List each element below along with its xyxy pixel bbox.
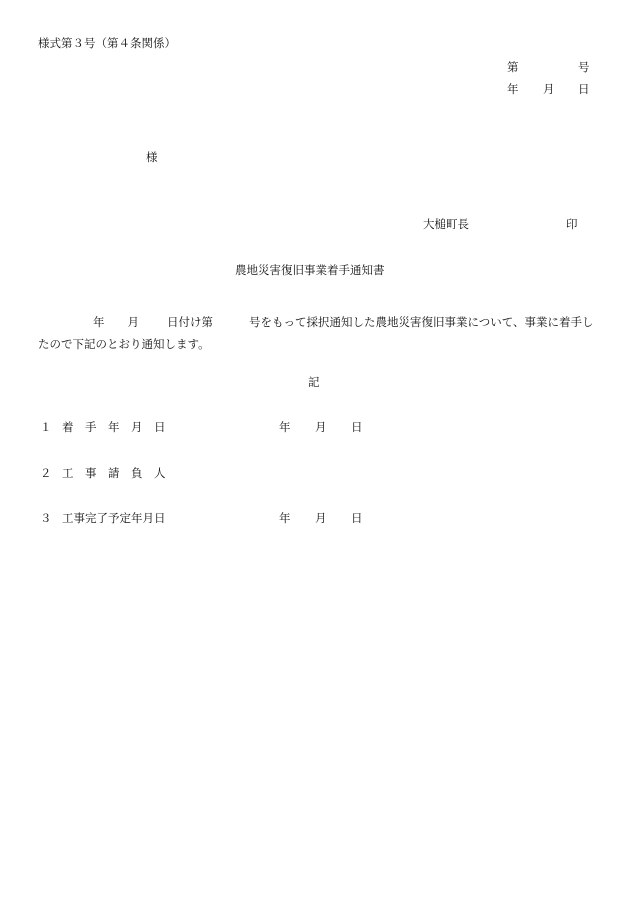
body-year: 年 <box>93 315 105 329</box>
item-1-month: 月 <box>315 420 327 434</box>
item-3-year: 年 <box>279 511 291 525</box>
doc-date-month: 月 <box>543 82 555 96</box>
item-1-day: 日 <box>351 420 363 434</box>
body-month: 月 <box>127 315 139 329</box>
item-1-year: 年 <box>279 420 291 434</box>
item-3-day: 日 <box>351 511 363 525</box>
doc-number-suffix: 号 <box>578 60 590 74</box>
body-date-ref: 日付け第 <box>167 315 213 329</box>
item-2-label: 工 事 請 負 人 <box>62 466 166 480</box>
addressee-suffix: 様 <box>146 150 158 164</box>
seal-mark: 印 <box>566 217 578 231</box>
body-text: 号をもって採択通知した農地災害復旧事業について、事業に着手したので下記のとおり通知します。 <box>38 315 594 351</box>
doc-date-year: 年 <box>507 82 519 96</box>
item-1-label: 着 手 年 月 日 <box>62 420 166 434</box>
item-3-month: 月 <box>315 511 327 525</box>
doc-date-day: 日 <box>578 82 590 96</box>
ki-label: 記 <box>308 375 320 389</box>
form-label: 様式第３号（第４条関係） <box>38 36 176 50</box>
doc-number-prefix: 第 <box>507 60 519 74</box>
item-3-number: ３ <box>40 511 52 525</box>
document-title: 農地災害復旧事業着手通知書 <box>235 263 385 277</box>
item-2-number: ２ <box>40 466 52 480</box>
body-paragraph <box>38 311 594 355</box>
item-1-number: １ <box>40 420 52 434</box>
item-3-label: 工事完了予定年月日 <box>62 511 166 525</box>
sender-title: 大槌町長 <box>423 217 469 231</box>
